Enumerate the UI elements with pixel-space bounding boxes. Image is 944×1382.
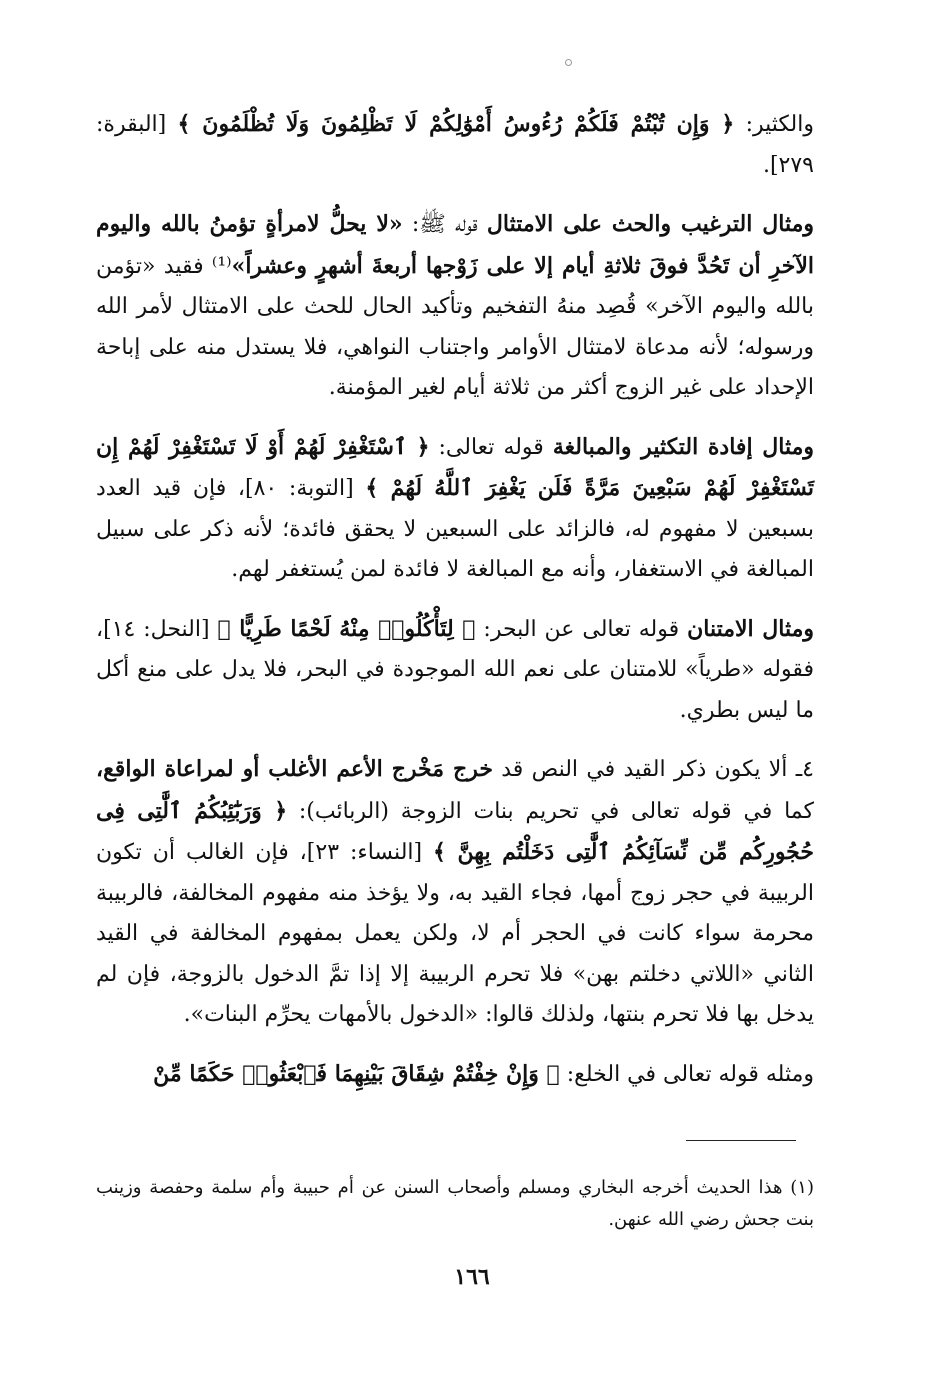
section-heading: ومثال الامتنان: [687, 615, 814, 642]
text-run: [التوبة: ٨٠]، فإن قيد العدد بسبعين لا مفهوم له، فالزائد على السبعين لا يحقق فائدة؛ لأنه ذكر على سبيل المبالغة في الاستغفار، وأنه مع المبالغة لا فائدة لمن يُستغفر لهم.: [96, 476, 814, 582]
paragraph-2: [96, 204, 814, 409]
text-run: والكثير:: [734, 112, 814, 137]
page-number: ١٦٦: [454, 1264, 490, 1290]
text-run: قوله تعالى عن البحر:: [475, 616, 688, 642]
text-run: كما في قوله تعالى في تحريم بنات الزوجة (الربائب):: [287, 798, 814, 824]
main-text: [96, 104, 814, 1095]
quran-verse: ﴿ وَإِنْ خِفْتُمْ شِقَاقَ بَيْنِهِمَا فَٱبْعَثُوا۟ حَكَمًا مِّنْ: [153, 1060, 560, 1087]
paragraph-3: [96, 427, 814, 591]
text-run: ٤ـ ألا يكون ذكر القيد في النص قد: [492, 757, 814, 782]
text-run: [النساء: ٢٣]، فإن الغالب أن تكون الربيبة في حجر زوج أمها، فجاء القيد به، ولا يؤخذ منه مفهوم المخالفة، فالربيبة محرمة سواء كانت في الحجر أم لا، ولكن يعمل بمفهوم المخالفة في القيد الثاني «اللاتي دخلتم بهن» فلا تحرم الربيبة إلا إذا تمَّ الدخول بالزوجة، فإن لم يدخل بها فلا تحرم بنتها، ولذلك قالوا: «الدخول بالأمهات يحرِّم البنات».: [96, 840, 814, 1027]
text-run: قوله ﷺ:: [402, 212, 487, 237]
section-heading: ومثال إفادة التكثير والمبالغة: [552, 433, 814, 460]
text-run: [البقرة: ٢٧٩].: [96, 112, 814, 178]
footnote-separator: [686, 1140, 796, 1141]
scan-mark: [565, 59, 572, 66]
quran-verse: ﴿ وَرَبَٰٓئِبُكُمُ ٱلَّٰتِى فِى حُجُورِكُم مِّن نِّسَآئِكُمُ ٱلَّٰتِى دَخَلْتُم بِهِنَّ ﴾: [96, 797, 814, 865]
quran-verse: ﴿ وَإِن تُبْتُمْ فَلَكُمْ رُءُوسُ أَمْوَٰلِكُمْ لَا تَظْلِمُونَ وَلَا تُظْلَمُونَ ﴾: [177, 111, 735, 137]
text-run: ⁽¹⁾ فقيد «تؤمن بالله واليوم الآخر» قُصِد منهُ التفخيم وتأكيد الحال للحث على الامتثال لأمر الله ورسوله؛ لأنه مدعاة لامتثال الأوامر واجتناب النواهي، فلا يستدل منه على إباحة الإحداد على غير الزوج أكثر من ثلاثة أيام لغير المؤمنة.: [96, 253, 814, 400]
paragraph-6: [96, 1054, 814, 1096]
paragraph-1: [96, 104, 814, 186]
text-run: ومثله قوله تعالى في الخلع:: [559, 1061, 814, 1087]
paragraph-4: [96, 609, 814, 732]
quran-verse: ﴿ ٱسْتَغْفِرْ لَهُمْ أَوْ لَا تَسْتَغْفِرْ لَهُمْ إِن تَسْتَغْفِرْ لَهُمْ سَبْعِينَ مَرَّةً فَلَن يَغْفِرَ ٱللَّهُ لَهُمْ ﴾: [96, 433, 815, 501]
text-run: [النحل: ١٤]، فقوله «طرياً» للامتنان على نعم الله الموجودة في البحر، فلا يدل على منع أكل ما ليس بطري.: [96, 616, 814, 723]
quran-verse: ﴿ لِتَأْكُلُوا۟ مِنْهُ لَحْمًا طَرِيًّا ﴾: [217, 615, 476, 642]
hadith-quote: «لا يحلُّ لامرأةٍ تؤمنُ بالله واليوم الآخرِ أن تَحُدَّ فوقَ ثلاثةِ أيام إلا على زَوْجها أربعةَ أشهرٍ وعشراً»: [96, 211, 814, 279]
paragraph-5: [96, 749, 814, 1036]
section-heading: ومثال الترغيب والحث على الامتثال: [486, 211, 815, 237]
footnote: (١) هذا الحديث أخرجه البخاري ومسلم وأصحاب السنن عن أم حبيبة وأم سلمة وحفصة وزينب بنت جحش رضي الله عنهن.: [96, 1177, 814, 1230]
text-run: قوله تعالى:: [429, 434, 553, 460]
section-heading: خرج مَخْرج الأعم الأغلب أو لمراعاة الواقع،: [96, 756, 493, 782]
